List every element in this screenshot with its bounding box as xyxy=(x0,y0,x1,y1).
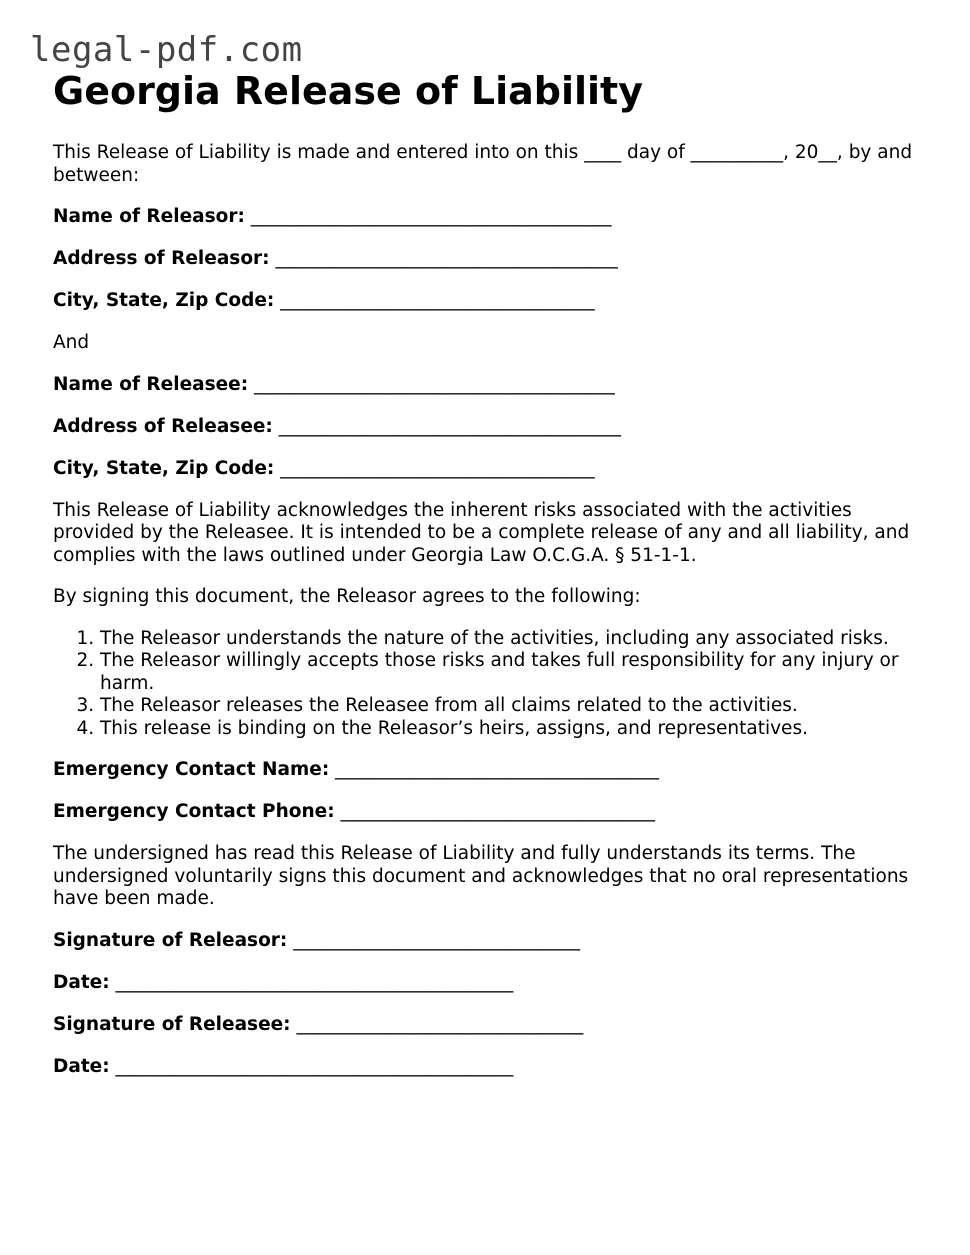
field-blank[interactable]: __________________________________ xyxy=(280,457,595,479)
field-blank[interactable]: ___________________________________ xyxy=(335,759,659,780)
field-label: Date: xyxy=(53,1055,110,1077)
field-label: Signature of Releasee: xyxy=(53,1013,291,1035)
releasor-date-field[interactable] xyxy=(53,972,918,995)
field-label: City, State, Zip Code: xyxy=(53,457,275,479)
field-label: Emergency Contact Phone: xyxy=(53,801,335,822)
term-item: 2. The Releasor willingly accepts those risks and takes full responsibility for any injury or harm. xyxy=(100,650,918,695)
field-blank[interactable]: _______________________________ xyxy=(296,1013,584,1035)
releasor-signature-field[interactable] xyxy=(53,930,918,953)
field-blank[interactable]: _____________________________________ xyxy=(278,415,621,437)
agreement-intro: By signing this document, the Releasor agrees to the following: xyxy=(53,586,641,607)
field-blank[interactable]: ___________________________________________ xyxy=(115,971,514,993)
field-label: Emergency Contact Name: xyxy=(53,759,330,780)
releasee-signature-field[interactable] xyxy=(53,1014,918,1037)
field-blank[interactable]: __________________________________ xyxy=(340,801,655,822)
field-label: Name of Releasor: xyxy=(53,206,245,227)
watermark-text: legal-pdf.com xyxy=(30,30,303,70)
field-label: Date: xyxy=(53,971,110,993)
releasor-name-field[interactable] xyxy=(53,206,918,229)
term-item: 1. The Releasor understands the nature of the activities, including any associated risks. xyxy=(100,628,918,651)
field-blank[interactable]: ___________________________________________ xyxy=(115,1055,514,1077)
releasor-address-field[interactable] xyxy=(53,248,918,271)
field-label: Address of Releasor: xyxy=(53,248,270,269)
field-label: Address of Releasee: xyxy=(53,415,273,437)
field-label: Name of Releasee: xyxy=(53,373,249,395)
intro-paragraph: This Release of Liability is made and entered into on this ____ day of __________, 20__, by and between: xyxy=(53,142,913,186)
term-item: 3. The Releasor releases the Releasee from all claims related to the activities. xyxy=(100,695,918,718)
releasor-city-state-zip-field[interactable] xyxy=(53,290,918,313)
releasee-address-field[interactable] xyxy=(53,416,918,439)
acknowledgment-paragraph: This Release of Liability acknowledges the inherent risks associated with the activities provided by the Releasee. It is intended to be a complete release of any and all liability, and complies with the laws outlined under Georgia Law O.C.G.A. § 51-1-1. xyxy=(53,499,910,566)
field-blank[interactable]: _______________________________ xyxy=(293,929,580,951)
field-label: Signature of Releasor: xyxy=(53,929,288,951)
releasee-date-field[interactable] xyxy=(53,1056,918,1079)
emergency-contact-name-field[interactable] xyxy=(53,759,918,782)
field-blank[interactable]: _______________________________________ xyxy=(254,373,615,395)
document-page xyxy=(53,66,918,1098)
emergency-contact-phone-field[interactable] xyxy=(53,801,918,824)
field-label: City, State, Zip Code: xyxy=(53,290,275,311)
terms-list xyxy=(53,628,918,741)
and-text: And xyxy=(53,332,90,353)
closing-paragraph: The undersigned has read this Release of Liability and fully understands its terms. The undersigned voluntarily signs this document and acknowledges that no oral representations have been made. xyxy=(53,843,909,909)
term-item: 4. This release is binding on the Releasor’s heirs, assigns, and representatives. xyxy=(100,718,918,741)
field-blank[interactable]: _______________________________________ xyxy=(250,206,612,227)
document-title: Georgia Release of Liability xyxy=(53,69,643,113)
field-blank[interactable]: _____________________________________ xyxy=(275,248,618,269)
releasee-city-state-zip-field[interactable] xyxy=(53,458,918,481)
field-blank[interactable]: __________________________________ xyxy=(280,290,595,311)
releasee-name-field[interactable] xyxy=(53,374,918,397)
